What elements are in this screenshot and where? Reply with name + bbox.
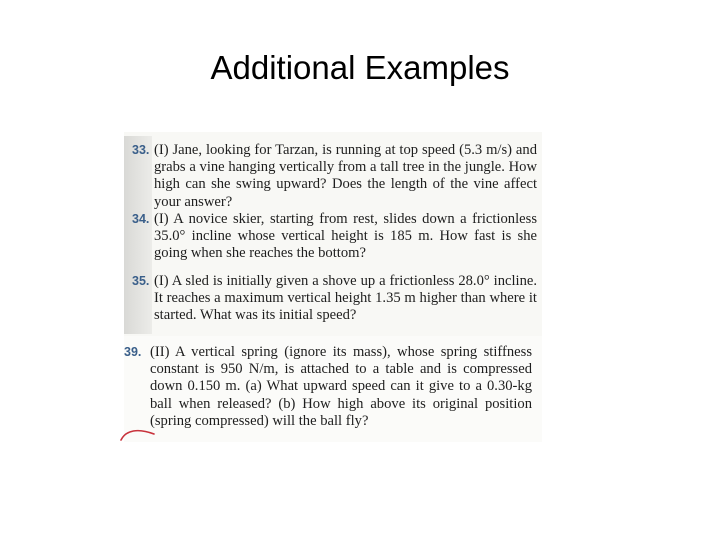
problem-text: (I) A sled is initially given a shove up a frictionless 28.0° incline. It reaches a maximum vertical height 1.35 m higher than where it started. What was its initial speed? [154,273,537,324]
problem-39 [124,344,536,440]
problem-number: 33. [132,143,150,157]
problem-35 [132,273,540,329]
problem-34 [132,211,540,265]
slide-title: Additional Examples [210,49,510,86]
problem-33 [132,142,540,212]
problem-text: (I) A novice skier, starting from rest, slides down a frictionless 35.0° incline whose vertical height is 185 m. How fast is she going when she reaches the bottom? [154,211,537,262]
problem-number: 35. [132,274,150,288]
pen-mark-icon [118,424,158,444]
problem-number: 39. [124,345,142,359]
problem-number: 34. [132,212,150,226]
problem-text: (II) A vertical spring (ignore its mass), whose spring stiffness constant is 950 N/m, is attached to a table and is compressed down 0.150 m. (a) What upward speed can it give to a 0.30-kg ball when released? (b) How high above its original position (spring compressed) will the ball fly? [150,344,532,429]
problem-text: (I) Jane, looking for Tarzan, is running at top speed (5.3 m/s) and grabs a vine hanging vertically from a tall tree in the jungle. How high can she swing upward? Does the length of the vine affect your answer? [154,142,537,210]
